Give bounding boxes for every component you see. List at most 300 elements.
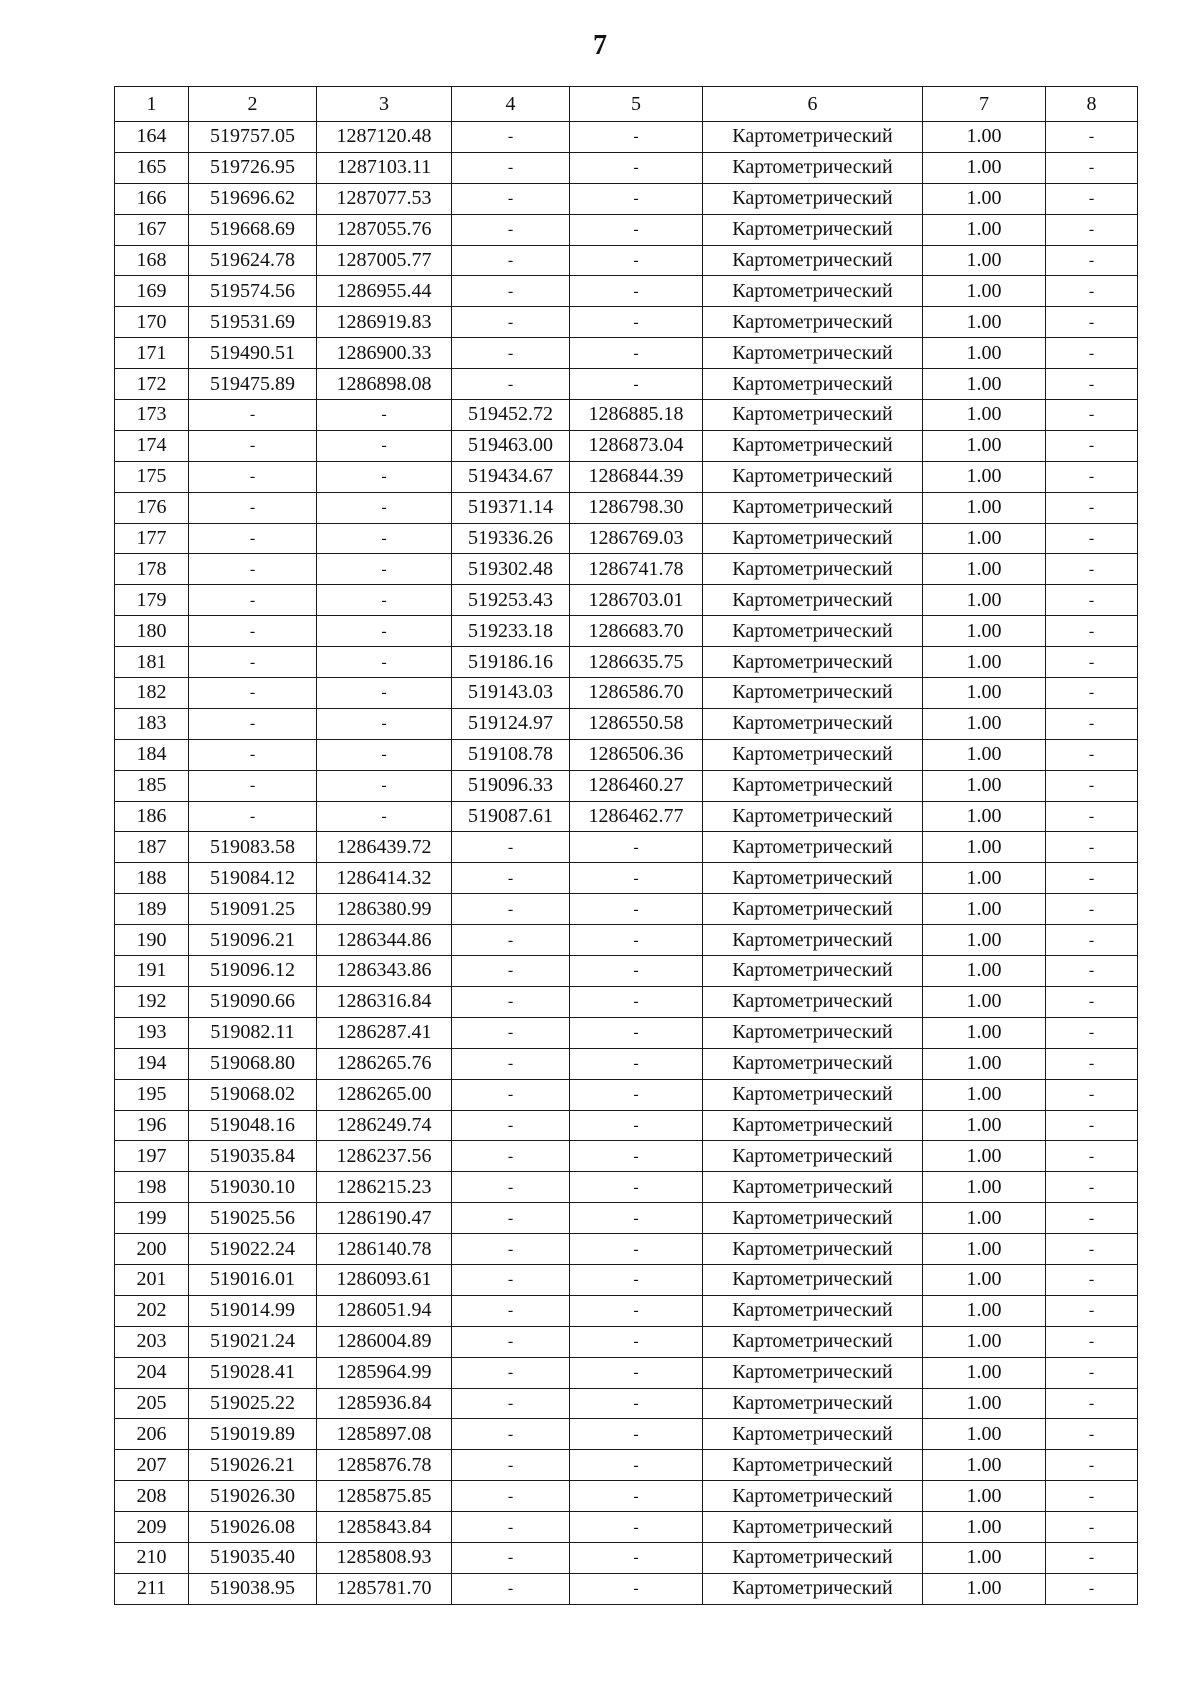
cell-y-coord-alt: - (570, 1172, 703, 1203)
cell-y-coord-alt: - (570, 832, 703, 863)
cell-x-coord-alt: - (452, 1481, 570, 1512)
cell-y-coord-alt: - (570, 1079, 703, 1110)
table-row (115, 1079, 1138, 1110)
cell-y-coord: - (317, 647, 452, 678)
cell-method: Картометрический (703, 1141, 923, 1172)
cell-x-coord: 519068.02 (189, 1079, 317, 1110)
cell-x-coord-alt: 519253.43 (452, 585, 570, 616)
cell-point-number: 204 (115, 1357, 189, 1388)
cell-y-coord: - (317, 801, 452, 832)
cell-y-coord-alt: 1286460.27 (570, 770, 703, 801)
cell-y-coord-alt: 1286550.58 (570, 708, 703, 739)
cell-x-coord: 519025.56 (189, 1203, 317, 1234)
cell-x-coord: 519048.16 (189, 1110, 317, 1141)
cell-x-coord-alt: - (452, 1326, 570, 1357)
table-row (115, 1481, 1138, 1512)
table-row (115, 276, 1138, 307)
cell-y-coord: 1286249.74 (317, 1110, 452, 1141)
cell-point-number: 195 (115, 1079, 189, 1110)
cell-method: Картометрический (703, 554, 923, 585)
cell-accuracy: 1.00 (923, 523, 1046, 554)
cell-accuracy: 1.00 (923, 1512, 1046, 1543)
cell-x-coord: - (189, 461, 317, 492)
cell-point-number: 164 (115, 122, 189, 153)
cell-y-coord: 1286414.32 (317, 863, 452, 894)
cell-note: - (1046, 678, 1138, 709)
cell-accuracy: 1.00 (923, 1048, 1046, 1079)
cell-accuracy: 1.00 (923, 1419, 1046, 1450)
cell-point-number: 182 (115, 678, 189, 709)
cell-x-coord-alt: - (452, 245, 570, 276)
cell-y-coord-alt: - (570, 122, 703, 153)
cell-method: Картометрический (703, 1326, 923, 1357)
cell-accuracy: 1.00 (923, 430, 1046, 461)
cell-accuracy: 1.00 (923, 1264, 1046, 1295)
cell-y-coord: 1286919.83 (317, 307, 452, 338)
cell-note: - (1046, 183, 1138, 214)
cell-method: Картометрический (703, 1512, 923, 1543)
cell-y-coord: 1286898.08 (317, 369, 452, 400)
cell-y-coord-alt: - (570, 1295, 703, 1326)
table-row (115, 1017, 1138, 1048)
cell-point-number: 183 (115, 708, 189, 739)
table-row (115, 1295, 1138, 1326)
cell-note: - (1046, 1326, 1138, 1357)
cell-y-coord: 1286900.33 (317, 338, 452, 369)
cell-point-number: 172 (115, 369, 189, 400)
cell-x-coord: 519082.11 (189, 1017, 317, 1048)
cell-point-number: 201 (115, 1264, 189, 1295)
cell-x-coord: - (189, 708, 317, 739)
cell-y-coord-alt: 1286586.70 (570, 678, 703, 709)
cell-point-number: 197 (115, 1141, 189, 1172)
cell-x-coord: - (189, 400, 317, 431)
cell-x-coord-alt: - (452, 183, 570, 214)
cell-y-coord: 1286237.56 (317, 1141, 452, 1172)
cell-method: Картометрический (703, 1573, 923, 1604)
cell-accuracy: 1.00 (923, 770, 1046, 801)
cell-accuracy: 1.00 (923, 338, 1046, 369)
cell-method: Картометрический (703, 770, 923, 801)
cell-method: Картометрический (703, 1079, 923, 1110)
cell-note: - (1046, 430, 1138, 461)
cell-point-number: 171 (115, 338, 189, 369)
cell-point-number: 202 (115, 1295, 189, 1326)
cell-method: Картометрический (703, 1048, 923, 1079)
cell-accuracy: 1.00 (923, 986, 1046, 1017)
cell-note: - (1046, 1264, 1138, 1295)
cell-accuracy: 1.00 (923, 708, 1046, 739)
cell-accuracy: 1.00 (923, 894, 1046, 925)
cell-y-coord: - (317, 708, 452, 739)
cell-x-coord-alt: - (452, 276, 570, 307)
cell-note: - (1046, 925, 1138, 956)
cell-x-coord-alt: - (452, 1079, 570, 1110)
cell-x-coord: 519531.69 (189, 307, 317, 338)
cell-accuracy: 1.00 (923, 1295, 1046, 1326)
cell-accuracy: 1.00 (923, 369, 1046, 400)
cell-method: Картометрический (703, 1172, 923, 1203)
table-row (115, 1512, 1138, 1543)
table-row (115, 554, 1138, 585)
cell-method: Картометрический (703, 122, 923, 153)
cell-y-coord-alt: - (570, 956, 703, 987)
cell-accuracy: 1.00 (923, 801, 1046, 832)
cell-x-coord-alt: - (452, 1110, 570, 1141)
cell-method: Картометрический (703, 276, 923, 307)
cell-method: Картометрический (703, 1481, 923, 1512)
cell-note: - (1046, 492, 1138, 523)
table-row (115, 1172, 1138, 1203)
cell-x-coord: - (189, 801, 317, 832)
cell-y-coord: 1285808.93 (317, 1542, 452, 1573)
cell-x-coord-alt: - (452, 894, 570, 925)
cell-method: Картометрический (703, 214, 923, 245)
cell-y-coord-alt: - (570, 1048, 703, 1079)
table-row (115, 1110, 1138, 1141)
cell-method: Картометрический (703, 369, 923, 400)
table-row (115, 122, 1138, 153)
cell-x-coord: 519084.12 (189, 863, 317, 894)
column-header-y-coord: 3 (317, 87, 452, 122)
cell-x-coord: 519021.24 (189, 1326, 317, 1357)
cell-y-coord-alt: 1286885.18 (570, 400, 703, 431)
cell-accuracy: 1.00 (923, 276, 1046, 307)
cell-y-coord: 1286439.72 (317, 832, 452, 863)
cell-x-coord-alt: 519087.61 (452, 801, 570, 832)
cell-point-number: 198 (115, 1172, 189, 1203)
cell-accuracy: 1.00 (923, 1326, 1046, 1357)
cell-y-coord-alt: - (570, 1573, 703, 1604)
cell-note: - (1046, 1481, 1138, 1512)
cell-x-coord-alt: - (452, 1512, 570, 1543)
cell-y-coord: 1286265.76 (317, 1048, 452, 1079)
cell-y-coord-alt: - (570, 986, 703, 1017)
column-header-point-number: 1 (115, 87, 189, 122)
cell-x-coord-alt: - (452, 1295, 570, 1326)
cell-y-coord-alt: - (570, 1326, 703, 1357)
cell-y-coord: 1286004.89 (317, 1326, 452, 1357)
cell-method: Картометрический (703, 523, 923, 554)
cell-accuracy: 1.00 (923, 1388, 1046, 1419)
cell-x-coord: - (189, 523, 317, 554)
cell-y-coord: - (317, 585, 452, 616)
cell-y-coord-alt: - (570, 1450, 703, 1481)
cell-x-coord-alt: - (452, 1450, 570, 1481)
cell-point-number: 168 (115, 245, 189, 276)
cell-note: - (1046, 554, 1138, 585)
cell-point-number: 179 (115, 585, 189, 616)
cell-x-coord-alt: - (452, 214, 570, 245)
table-row (115, 801, 1138, 832)
cell-method: Картометрический (703, 400, 923, 431)
cell-y-coord: - (317, 523, 452, 554)
cell-y-coord: 1287055.76 (317, 214, 452, 245)
cell-accuracy: 1.00 (923, 585, 1046, 616)
cell-y-coord: 1285964.99 (317, 1357, 452, 1388)
cell-y-coord: 1285897.08 (317, 1419, 452, 1450)
cell-note: - (1046, 1450, 1138, 1481)
cell-y-coord: 1285843.84 (317, 1512, 452, 1543)
cell-point-number: 209 (115, 1512, 189, 1543)
cell-note: - (1046, 894, 1138, 925)
column-header-method: 6 (703, 87, 923, 122)
cell-accuracy: 1.00 (923, 1172, 1046, 1203)
cell-method: Картометрический (703, 183, 923, 214)
cell-accuracy: 1.00 (923, 678, 1046, 709)
cell-y-coord-alt: 1286683.70 (570, 616, 703, 647)
cell-x-coord: - (189, 554, 317, 585)
table-row (115, 1542, 1138, 1573)
cell-x-coord: 519030.10 (189, 1172, 317, 1203)
cell-x-coord-alt: - (452, 925, 570, 956)
cell-x-coord-alt: - (452, 1234, 570, 1265)
cell-x-coord: 519668.69 (189, 214, 317, 245)
cell-accuracy: 1.00 (923, 863, 1046, 894)
cell-accuracy: 1.00 (923, 245, 1046, 276)
cell-accuracy: 1.00 (923, 183, 1046, 214)
cell-y-coord: 1287005.77 (317, 245, 452, 276)
cell-y-coord: 1286343.86 (317, 956, 452, 987)
cell-x-coord-alt: - (452, 986, 570, 1017)
cell-note: - (1046, 152, 1138, 183)
cell-point-number: 175 (115, 461, 189, 492)
cell-accuracy: 1.00 (923, 1110, 1046, 1141)
cell-accuracy: 1.00 (923, 1079, 1046, 1110)
cell-accuracy: 1.00 (923, 400, 1046, 431)
table-row (115, 863, 1138, 894)
column-header-x-coord: 2 (189, 87, 317, 122)
cell-x-coord: 519026.30 (189, 1481, 317, 1512)
cell-note: - (1046, 647, 1138, 678)
column-header-accuracy: 7 (923, 87, 1046, 122)
cell-point-number: 190 (115, 925, 189, 956)
cell-accuracy: 1.00 (923, 1450, 1046, 1481)
cell-accuracy: 1.00 (923, 1357, 1046, 1388)
cell-method: Картометрический (703, 1357, 923, 1388)
cell-method: Картометрический (703, 1388, 923, 1419)
cell-y-coord: 1287077.53 (317, 183, 452, 214)
table-row (115, 986, 1138, 1017)
cell-x-coord: - (189, 492, 317, 523)
cell-x-coord: 519035.84 (189, 1141, 317, 1172)
cell-y-coord: 1286287.41 (317, 1017, 452, 1048)
cell-method: Картометрический (703, 245, 923, 276)
cell-y-coord: - (317, 678, 452, 709)
table-row (115, 152, 1138, 183)
cell-accuracy: 1.00 (923, 956, 1046, 987)
cell-note: - (1046, 956, 1138, 987)
cell-method: Картометрический (703, 1017, 923, 1048)
cell-x-coord-alt: - (452, 956, 570, 987)
cell-y-coord-alt: - (570, 863, 703, 894)
cell-x-coord: - (189, 616, 317, 647)
cell-y-coord-alt: 1286844.39 (570, 461, 703, 492)
cell-note: - (1046, 214, 1138, 245)
table-body (115, 122, 1138, 1605)
header-row (115, 87, 1138, 122)
cell-point-number: 192 (115, 986, 189, 1017)
cell-method: Картометрический (703, 1542, 923, 1573)
cell-point-number: 196 (115, 1110, 189, 1141)
cell-note: - (1046, 616, 1138, 647)
cell-method: Картометрический (703, 1450, 923, 1481)
cell-x-coord: - (189, 430, 317, 461)
cell-x-coord: 519038.95 (189, 1573, 317, 1604)
cell-x-coord-alt: - (452, 1203, 570, 1234)
cell-method: Картометрический (703, 739, 923, 770)
cell-method: Картометрический (703, 1264, 923, 1295)
cell-x-coord: 519574.56 (189, 276, 317, 307)
cell-y-coord: - (317, 461, 452, 492)
cell-note: - (1046, 523, 1138, 554)
cell-y-coord-alt: - (570, 925, 703, 956)
column-header-y-coord-alt: 5 (570, 87, 703, 122)
cell-note: - (1046, 1203, 1138, 1234)
table-row (115, 1573, 1138, 1604)
cell-x-coord-alt: - (452, 1388, 570, 1419)
column-header-x-coord-alt: 4 (452, 87, 570, 122)
cell-y-coord-alt: - (570, 276, 703, 307)
cell-y-coord-alt: - (570, 1110, 703, 1141)
cell-y-coord-alt: - (570, 214, 703, 245)
cell-point-number: 200 (115, 1234, 189, 1265)
cell-y-coord-alt: - (570, 1388, 703, 1419)
cell-y-coord: 1286316.84 (317, 986, 452, 1017)
cell-point-number: 181 (115, 647, 189, 678)
cell-y-coord: - (317, 770, 452, 801)
cell-note: - (1046, 1017, 1138, 1048)
cell-note: - (1046, 461, 1138, 492)
cell-method: Картометрический (703, 678, 923, 709)
table-header (115, 87, 1138, 122)
cell-note: - (1046, 739, 1138, 770)
cell-y-coord: 1286215.23 (317, 1172, 452, 1203)
cell-x-coord: 519016.01 (189, 1264, 317, 1295)
cell-x-coord-alt: 519463.00 (452, 430, 570, 461)
cell-note: - (1046, 863, 1138, 894)
cell-y-coord-alt: 1286873.04 (570, 430, 703, 461)
cell-point-number: 177 (115, 523, 189, 554)
table-row (115, 832, 1138, 863)
cell-y-coord-alt: 1286462.77 (570, 801, 703, 832)
cell-y-coord-alt: - (570, 1512, 703, 1543)
cell-point-number: 194 (115, 1048, 189, 1079)
cell-x-coord: 519019.89 (189, 1419, 317, 1450)
cell-method: Картометрический (703, 647, 923, 678)
cell-note: - (1046, 1172, 1138, 1203)
cell-x-coord: - (189, 647, 317, 678)
cell-accuracy: 1.00 (923, 832, 1046, 863)
cell-x-coord-alt: - (452, 1573, 570, 1604)
table-row (115, 708, 1138, 739)
cell-accuracy: 1.00 (923, 1203, 1046, 1234)
table-row (115, 1419, 1138, 1450)
cell-accuracy: 1.00 (923, 1542, 1046, 1573)
cell-point-number: 176 (115, 492, 189, 523)
cell-y-coord-alt: 1286703.01 (570, 585, 703, 616)
cell-x-coord: - (189, 678, 317, 709)
cell-x-coord-alt: - (452, 338, 570, 369)
cell-method: Картометрический (703, 956, 923, 987)
cell-accuracy: 1.00 (923, 214, 1046, 245)
cell-x-coord: 519026.21 (189, 1450, 317, 1481)
cell-y-coord: 1286190.47 (317, 1203, 452, 1234)
cell-x-coord: 519696.62 (189, 183, 317, 214)
cell-method: Картометрический (703, 1203, 923, 1234)
cell-note: - (1046, 1141, 1138, 1172)
cell-point-number: 185 (115, 770, 189, 801)
cell-note: - (1046, 307, 1138, 338)
table-row (115, 739, 1138, 770)
cell-method: Картометрический (703, 152, 923, 183)
table-row (115, 492, 1138, 523)
cell-y-coord: - (317, 554, 452, 585)
cell-note: - (1046, 1234, 1138, 1265)
cell-accuracy: 1.00 (923, 152, 1046, 183)
cell-note: - (1046, 801, 1138, 832)
cell-x-coord-alt: - (452, 1357, 570, 1388)
cell-y-coord-alt: 1286798.30 (570, 492, 703, 523)
cell-x-coord-alt: 519434.67 (452, 461, 570, 492)
cell-y-coord: 1285781.70 (317, 1573, 452, 1604)
cell-y-coord: 1286344.86 (317, 925, 452, 956)
cell-y-coord-alt: - (570, 1357, 703, 1388)
cell-method: Картометрический (703, 925, 923, 956)
cell-note: - (1046, 276, 1138, 307)
cell-accuracy: 1.00 (923, 1573, 1046, 1604)
table-row (115, 1357, 1138, 1388)
cell-y-coord-alt: - (570, 1542, 703, 1573)
cell-x-coord-alt: 519336.26 (452, 523, 570, 554)
cell-x-coord-alt: - (452, 1017, 570, 1048)
table-row (115, 1264, 1138, 1295)
cell-y-coord-alt: - (570, 1264, 703, 1295)
cell-y-coord: - (317, 492, 452, 523)
cell-x-coord: 519096.21 (189, 925, 317, 956)
cell-accuracy: 1.00 (923, 925, 1046, 956)
cell-x-coord-alt: - (452, 369, 570, 400)
cell-note: - (1046, 1542, 1138, 1573)
cell-y-coord: 1286140.78 (317, 1234, 452, 1265)
cell-point-number: 169 (115, 276, 189, 307)
cell-x-coord-alt: - (452, 1172, 570, 1203)
cell-note: - (1046, 585, 1138, 616)
table-row (115, 925, 1138, 956)
column-header-note: 8 (1046, 87, 1138, 122)
cell-x-coord-alt: - (452, 307, 570, 338)
cell-x-coord-alt: 519302.48 (452, 554, 570, 585)
cell-note: - (1046, 369, 1138, 400)
cell-y-coord-alt: - (570, 1481, 703, 1512)
table-row (115, 678, 1138, 709)
cell-x-coord: 519025.22 (189, 1388, 317, 1419)
cell-note: - (1046, 1079, 1138, 1110)
table-row (115, 1450, 1138, 1481)
cell-method: Картометрический (703, 801, 923, 832)
cell-method: Картометрический (703, 1234, 923, 1265)
cell-point-number: 174 (115, 430, 189, 461)
cell-x-coord-alt: 519371.14 (452, 492, 570, 523)
cell-x-coord: 519068.80 (189, 1048, 317, 1079)
cell-y-coord-alt: - (570, 1141, 703, 1172)
cell-method: Картометрический (703, 616, 923, 647)
cell-y-coord: 1286265.00 (317, 1079, 452, 1110)
cell-y-coord: - (317, 400, 452, 431)
cell-x-coord: 519028.41 (189, 1357, 317, 1388)
cell-y-coord: 1287120.48 (317, 122, 452, 153)
cell-x-coord: 519490.51 (189, 338, 317, 369)
